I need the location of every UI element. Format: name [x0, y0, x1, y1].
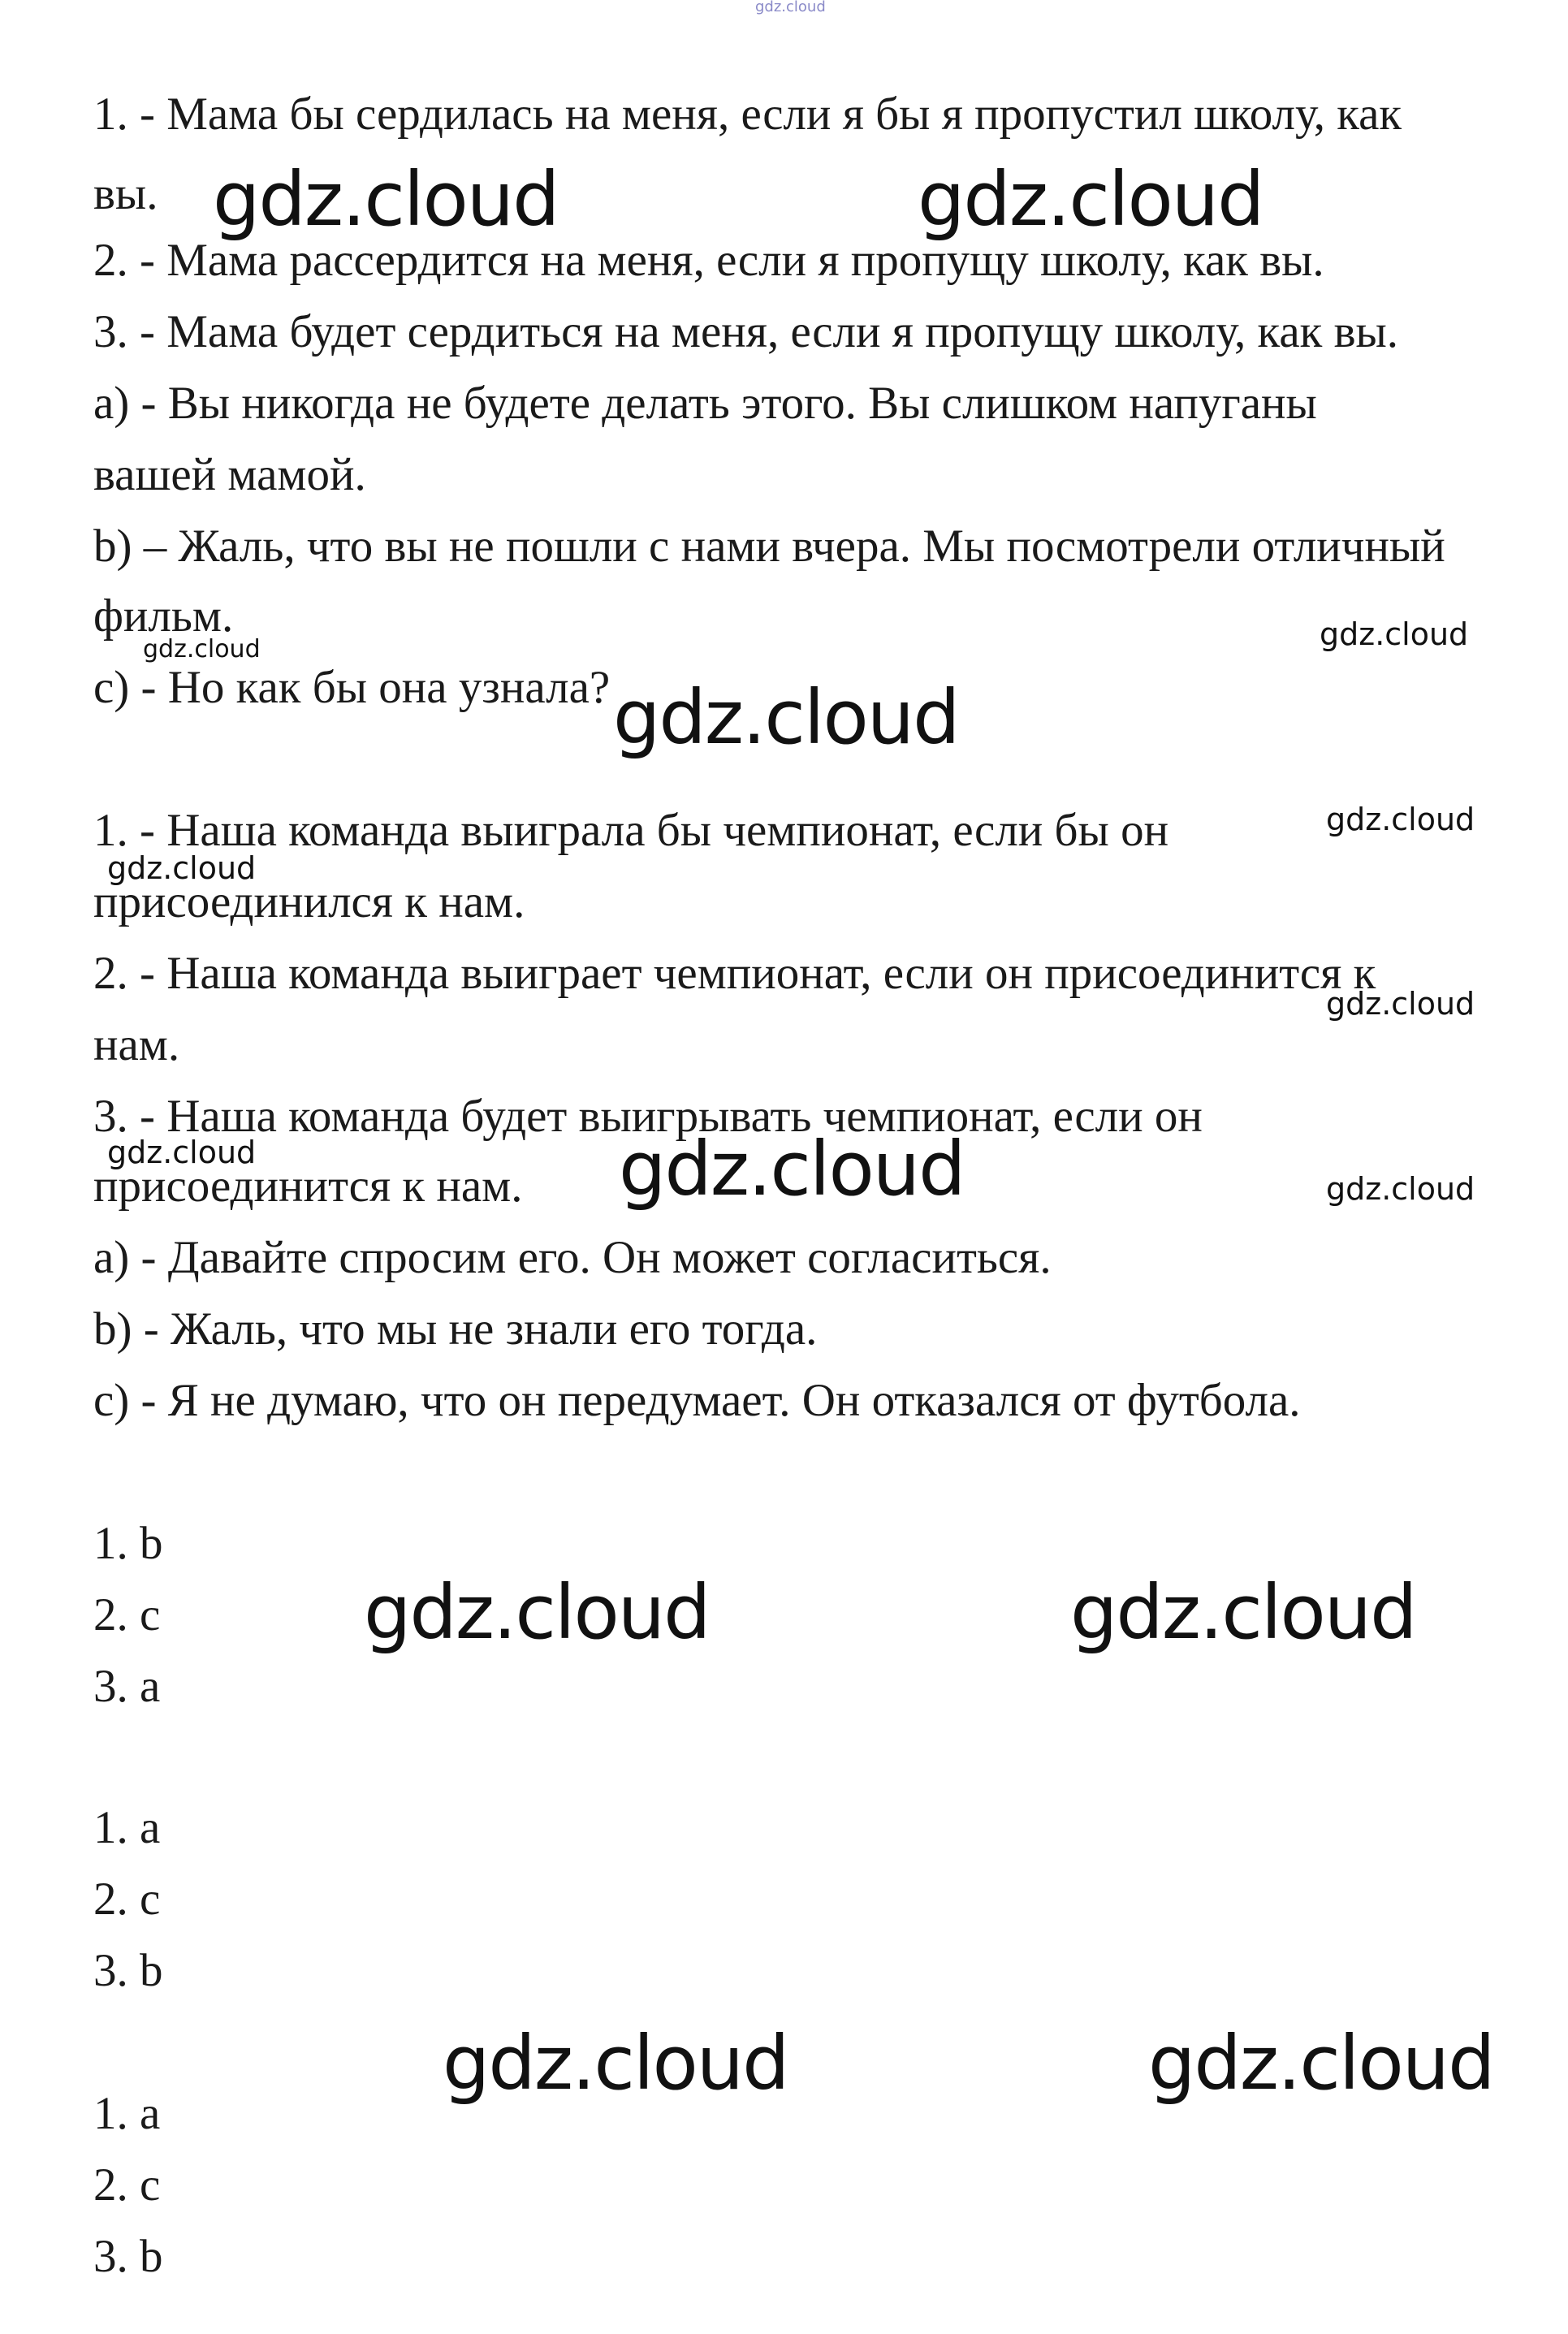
answer-line: 2. c: [93, 1874, 161, 1925]
watermark: gdz.cloud: [1326, 986, 1475, 1022]
text-line: фильм.: [93, 590, 234, 642]
answer-line: 2. c: [93, 2159, 161, 2211]
text-line: 1. - Наша команда выиграла бы чемпионат, если бы он: [93, 805, 1169, 856]
text-line: вашей мамой.: [93, 449, 366, 500]
watermark: gdz.cloud: [613, 674, 959, 761]
text-line: а) - Давайте спросим его. Он может согласиться.: [93, 1232, 1052, 1283]
answer-line: 3. b: [93, 1945, 163, 1996]
text-line: а) - Вы никогда не будете делать этого. Вы слишком напуганы: [93, 378, 1317, 429]
text-line: присоединился к нам.: [93, 876, 525, 927]
text-line: 2. - Мама рассердится на меня, если я пропущу школу, как вы.: [93, 235, 1324, 286]
text-line: с) - Я не думаю, что он передумает. Он отказался от футбола.: [93, 1375, 1301, 1426]
text-line: 3. - Наша команда будет выигрывать чемпионат, если он: [93, 1091, 1203, 1142]
answer-line: 3. a: [93, 1661, 161, 1712]
watermark: gdz.cloud: [364, 1569, 710, 1656]
watermark: gdz.cloud: [213, 156, 559, 243]
text-line: с) - Но как бы она узнала?: [93, 662, 611, 713]
watermark: gdz.cloud: [1070, 1569, 1416, 1656]
watermark: gdz.cloud: [619, 1126, 965, 1212]
watermark: gdz.cloud: [1326, 802, 1475, 837]
answer-line: 1. a: [93, 2088, 161, 2139]
answer-line: 1. b: [93, 1518, 163, 1569]
text-line: b) – Жаль, что вы не пошли с нами вчера. Мы посмотрели отличный: [93, 521, 1445, 572]
answer-line: 2. c: [93, 1589, 161, 1640]
watermark: gdz.cloud: [107, 850, 257, 886]
text-line: присоединится к нам.: [93, 1161, 523, 1212]
watermark: gdz.cloud: [443, 2020, 788, 2107]
text-line: нам.: [93, 1019, 180, 1070]
text-line: 3. - Мама будет сердиться на меня, если я пропущу школу, как вы.: [93, 306, 1399, 357]
text-line: 2. - Наша команда выиграет чемпионат, если он присоединится к: [93, 948, 1376, 999]
watermark: gdz.cloud: [918, 156, 1263, 243]
watermark-top: gdz.cloud: [755, 0, 826, 15]
answer-line: 1. a: [93, 1802, 161, 1853]
text-line: вы.: [93, 168, 158, 219]
answer-line: 3. b: [93, 2231, 163, 2282]
watermark: gdz.cloud: [1148, 2020, 1494, 2107]
watermark: gdz.cloud: [1320, 616, 1469, 652]
watermark: gdz.cloud: [143, 635, 261, 663]
watermark: gdz.cloud: [1326, 1171, 1475, 1207]
text-line: 1. - Мама бы сердилась на меня, если я бы я пропустил школу, как: [93, 89, 1402, 140]
watermark: gdz.cloud: [107, 1135, 257, 1170]
text-line: b) - Жаль, что мы не знали его тогда.: [93, 1303, 818, 1355]
